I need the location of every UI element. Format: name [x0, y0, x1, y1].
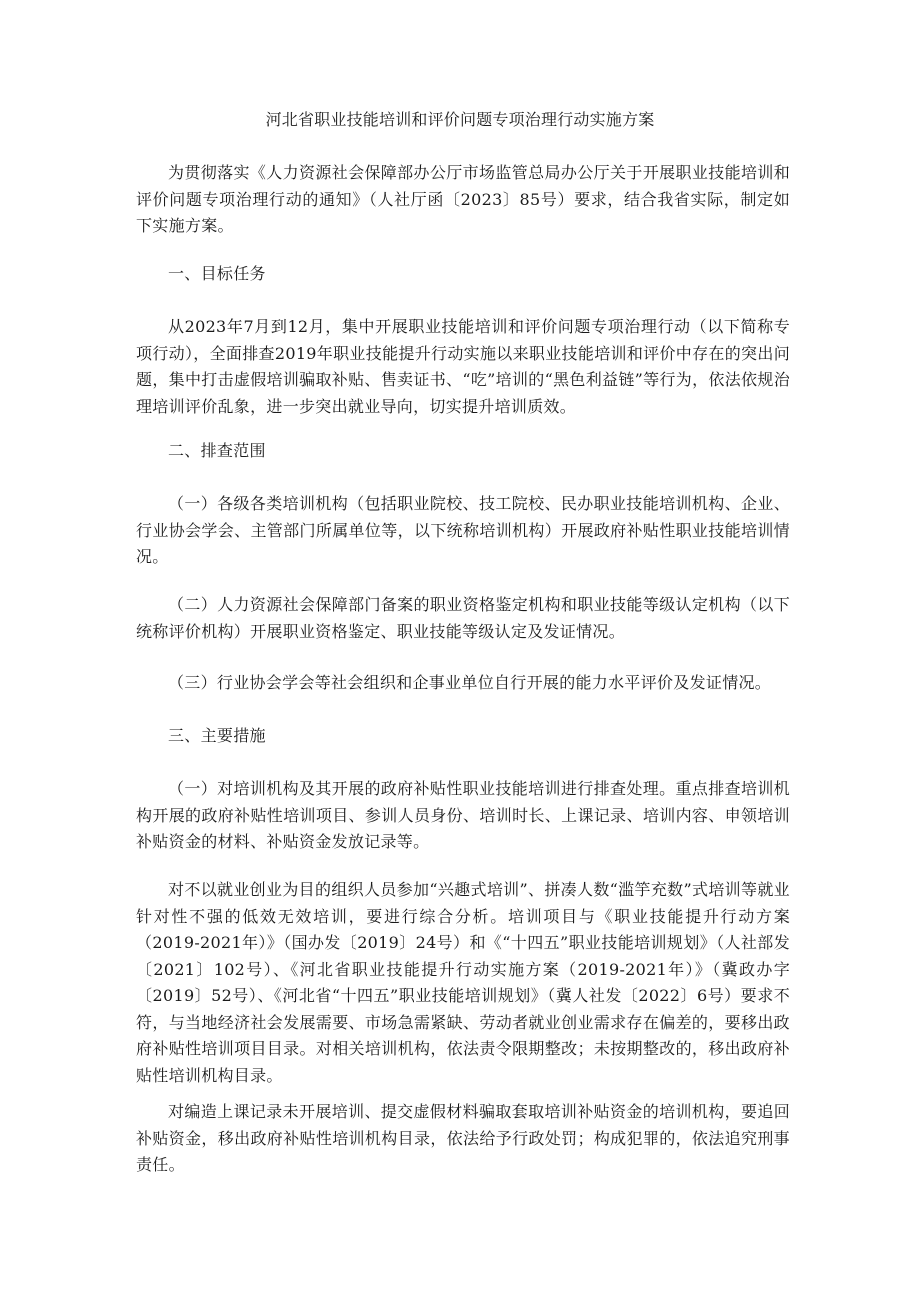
intro-paragraph: 为贯彻落实《人力资源社会保障部办公厅市场监管总局办公厅关于开展职业技能培训和评价问题专项治理行动的通知》（人社厅函〔2023〕85号）要求，结合我省实际，制定如下实施方案。	[136, 163, 790, 235]
measures-paragraph-3: 对编造上课记录未开展培训、提交虚假材料骗取套取培训补贴资金的培训机构，要追回补贴资金，移出政府补贴性培训机构目录，依法给予行政处罚；构成犯罪的，依法追究刑事责任。	[136, 1102, 790, 1174]
section-heading-scope: 二、排查范围	[168, 441, 266, 460]
section-heading-goals: 一、目标任务	[168, 264, 266, 283]
scope-item-3: （三）行业协会学会等社会组织和企事业单位自行开展的能力水平评价及发证情况。	[168, 673, 772, 692]
document-title: 河北省职业技能培训和评价问题专项治理行动实施方案	[265, 110, 655, 129]
scope-item-2: （二）人力资源社会保障部门备案的职业资格鉴定机构和职业技能等级认定机构（以下统称评价机构）开展职业资格鉴定、职业技能等级认定及发证情况。	[136, 595, 790, 641]
measures-item-1: （一）对培训机构及其开展的政府补贴性职业技能培训进行排查处理。重点排查培训机构开展的政府补贴性培训项目、参训人员身份、培训时长、上课记录、培训内容、申领培训补贴资金的材料、补贴资金发放记录等。	[136, 779, 790, 851]
scope-item-1: （一）各级各类培训机构（包括职业院校、技工院校、民办职业技能培训机构、企业、行业协会学会、主管部门所属单位等，以下统称培训机构）开展政府补贴性职业技能培训情况。	[136, 494, 790, 566]
section-heading-measures: 三、主要措施	[168, 726, 266, 745]
measures-paragraph-2: 对不以就业创业为目的组织人员参加“兴趣式培训”、拼凑人数“滥竽充数”式培训等就业针对性不强的低效无效培训，要进行综合分析。培训项目与《职业技能提升行动方案（2019-2021年）》（国办发〔2019〕24号）和《“十四五”职业技能培训规划》（人社部发〔2021〕102号）、《河北省职业技能提升行动实施方案（2019-2021年）》（冀政办字〔2019〕52号）、《河北省“十四五”职业技能培训规划》（冀人社发〔2022〕6号）要求不符，与当地经济社会发展需要、市场急需紧缺、劳动者就业创业需求存在偏差的，要移出政府补贴性培训项目目录。对相关培训机构，依法责令限期整改；未按期整改的，移出政府补贴性培训机构目录。	[136, 880, 790, 1085]
goals-paragraph: 从2023年7月到12月，集中开展职业技能培训和评价问题专项治理行动（以下简称专项行动），全面排查2019年职业技能提升行动实施以来职业技能培训和评价中存在的突出问题，集中打击虚假培训骗取补贴、售卖证书、“吃”培训的“黑色利益链”等行为，依法依规治理培训评价乱象，进一步突出就业导向，切实提升培训质效。	[136, 317, 790, 416]
